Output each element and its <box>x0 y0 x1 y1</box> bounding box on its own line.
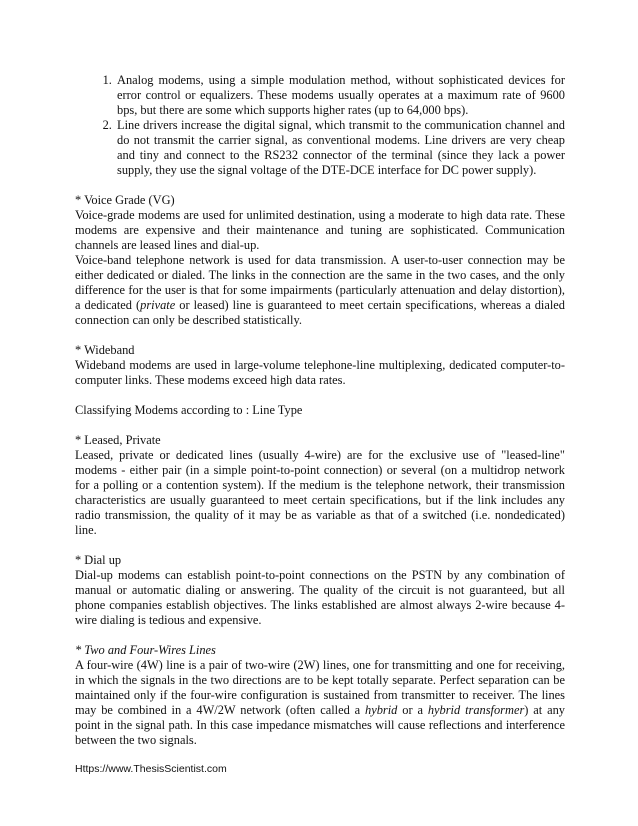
document-body <box>75 73 565 748</box>
footer-url: Https://www.ThesisScientist.com <box>75 763 227 775</box>
paragraph: Voice-band telephone network is used for data transmission. A user-to-user connection may be either dedicated or dialed. The links in the connection are the same in the two cases, and the only difference for the user is that for some impairments (particularly attenuation and delay distortion), a dedicated (private or leased) line is guaranteed to meet certain specifications, whereas a dialed connection can only be described statistically. <box>75 253 565 327</box>
numbered-list <box>75 73 565 178</box>
list-item: 2. Line drivers increase the digital signal, which transmit to the communication channel and do not transmit the carrier signal, as conventional modems. Line drivers are very cheap and tiny and connect to the RS232 connector of the terminal (since they lack a power supply, they use the signal voltage of the DTE-DCE interface for DC power supply). <box>115 118 565 178</box>
classifying-heading: Classifying Modems according to : Line Type <box>75 403 303 417</box>
paragraph: A four-wire (4W) line is a pair of two-wire (2W) lines, one for transmitting and one for receiving, in which the signals in the two directions are to be kept totally separate. Perfect separation can be maintained only if the four-wire configuration is sustained from transmitter to receiver. The lines may be combined in a 4W/2W network (often called a hybrid or a hybrid transformer) at any point in the signal path. In this case impedance mismatches will cause reflections and interference between the two signals. <box>75 658 565 747</box>
section-heading-voice-grade: * Voice Grade (VG) <box>75 193 175 207</box>
list-item: 1. Analog modems, using a simple modulation method, without sophisticated devices for error control or equalizers. These modems usually operates at a maximum rate of 9600 bps, but there are some which supports higher rates (up to 64,000 bps). <box>115 73 565 118</box>
section-heading-dial-up: * Dial up <box>75 553 122 567</box>
section-heading-wideband: * Wideband <box>75 343 135 357</box>
section-heading-two-four-wire: * Two and Four-Wires Lines <box>75 643 216 657</box>
paragraph: Leased, private or dedicated lines (usually 4-wire) are for the exclusive use of "leased-line" modems - either pair (in a simple point-to-point connection) or several (on a multidrop network for a polling or a contention system). If the medium is the telephone network, their transmission characteristics are usually guaranteed to meet certain specifications, but if the link includes any radio transmission, the quality of it may be as variable as that of a switched (i.e. nondedicated) line. <box>75 448 565 537</box>
paragraph: Voice-grade modems are used for unlimited destination, using a moderate to high data rate. These modems are expensive and their maintenance and tuning are sophisticated. Communication channels are leased lines and dial-up. <box>75 208 565 252</box>
paragraph: Wideband modems are used in large-volume telephone-line multiplexing, dedicated computer-to-computer links. These modems exceed high data rates. <box>75 358 565 387</box>
paragraph: Dial-up modems can establish point-to-point connections on the PSTN by any combination of manual or automatic dialing or answering. The quality of the circuit is not guaranteed, but all phone companies establish objectives. The links established are almost always 2-wire because 4-wire dialing is tedious and expensive. <box>75 568 565 627</box>
section-heading-leased: * Leased, Private <box>75 433 161 447</box>
